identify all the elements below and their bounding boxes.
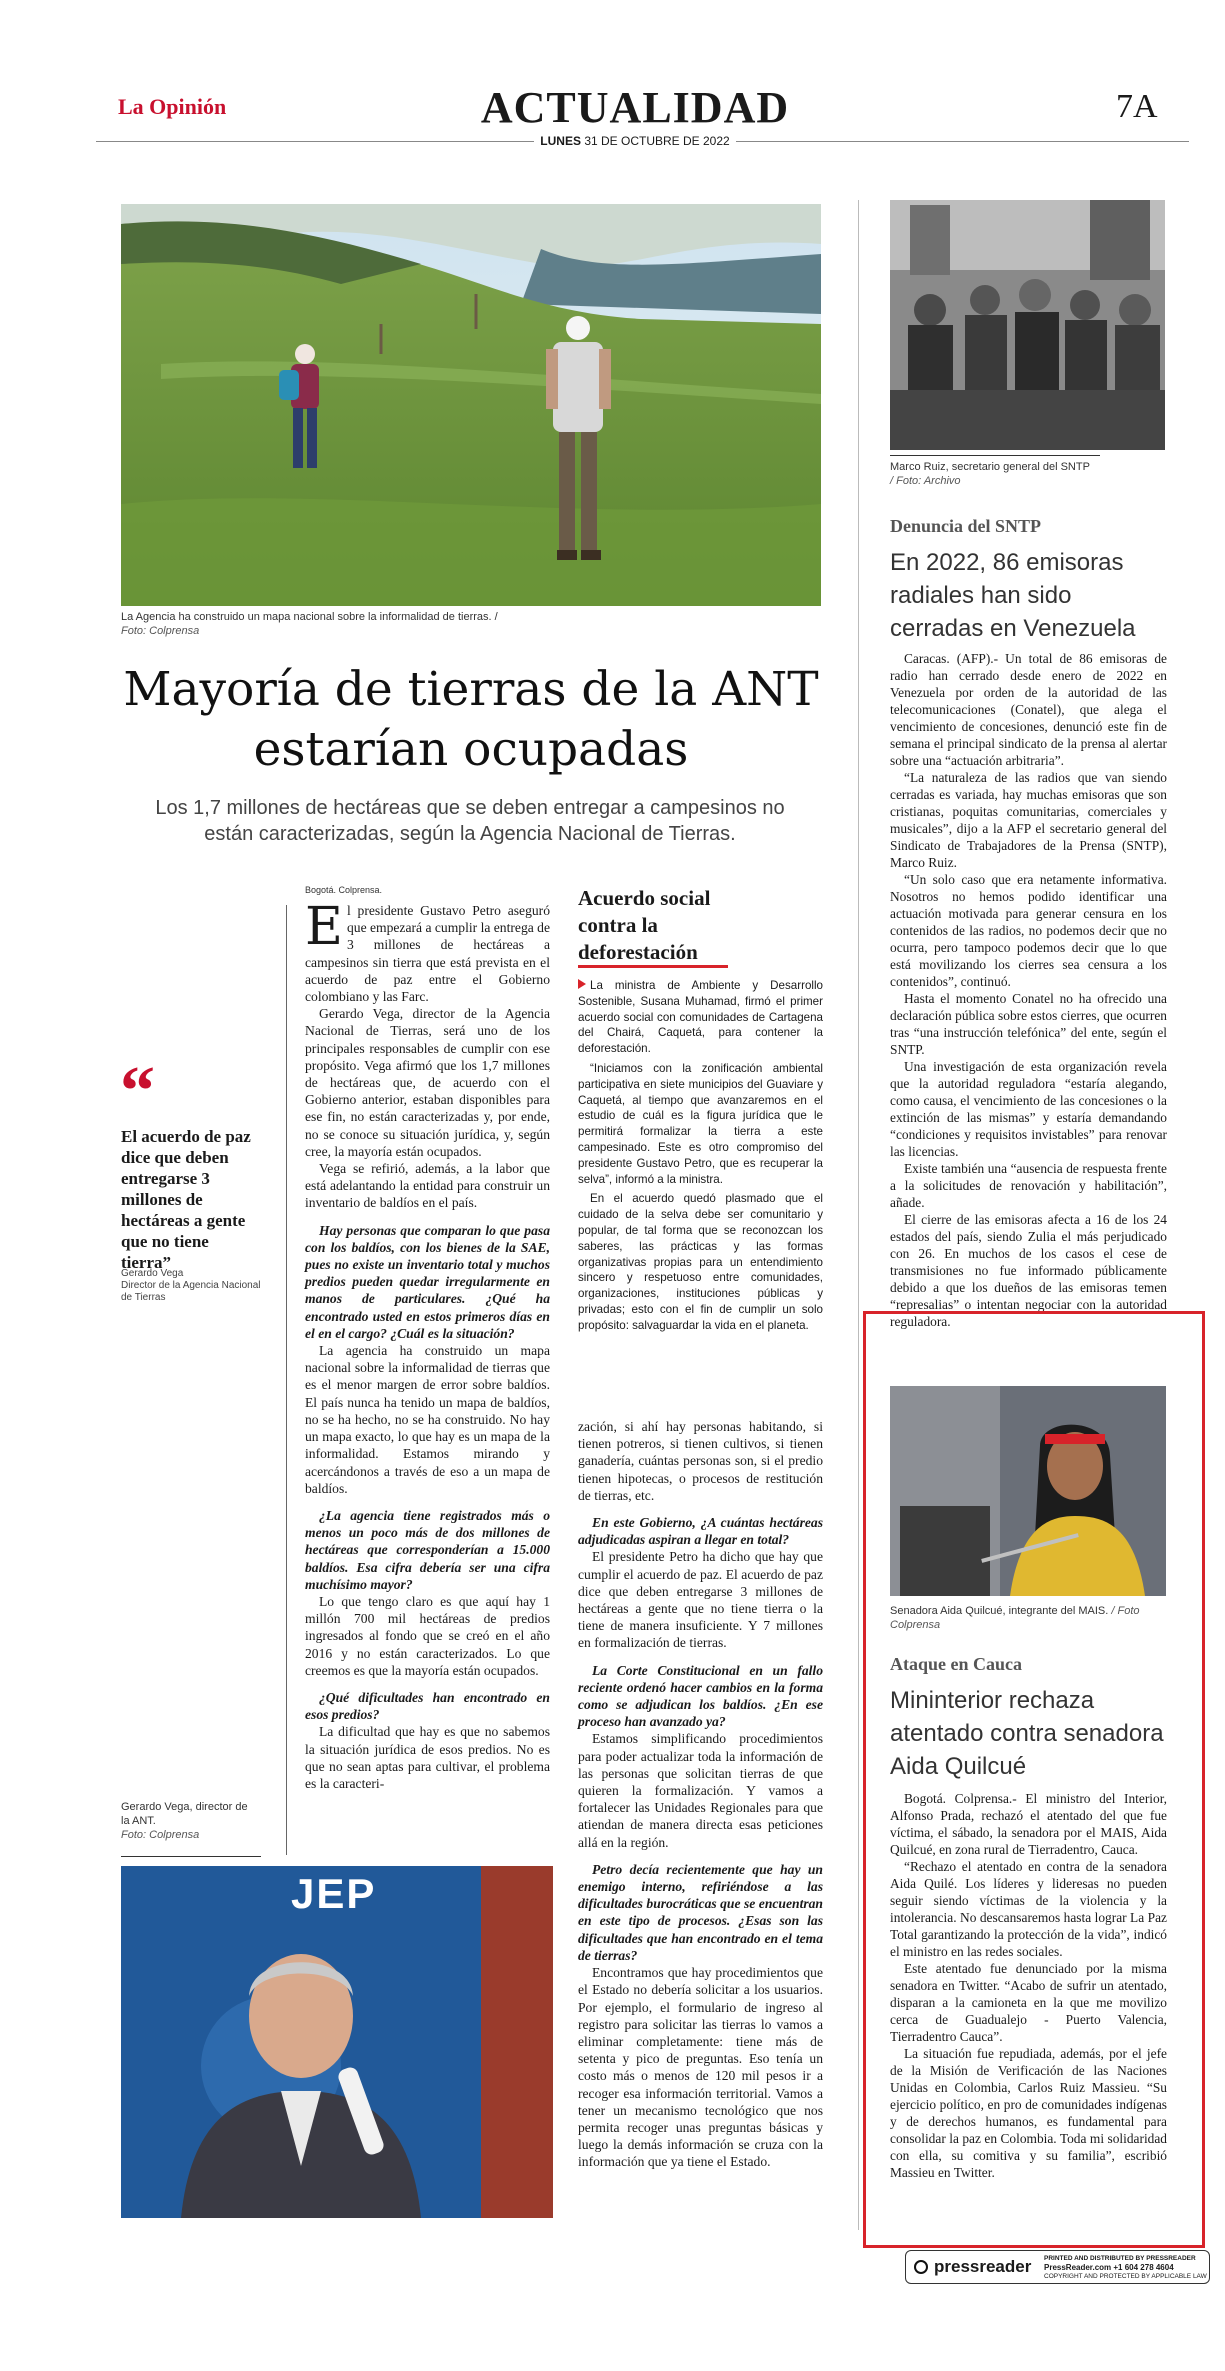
pullquote-role: Director de la Agencia Nacional de Tierras: [121, 1280, 261, 1303]
vega-photo-caption-text: Gerardo Vega, director de la ANT.: [121, 1801, 248, 1827]
sntp-photo: [890, 200, 1165, 450]
main-photo-caption: La Agencia ha construido un mapa nacional sobre la informalidad de tierras. / Foto: Colprensa: [121, 611, 498, 637]
main-paragraph-10: Encontramos que hay procedimientos que el Estado no debería solicitar a los usuarios. Por ejemplo, el formulario de ingreso al registro para solicitar las tierras lo vamos a eliminar completamente: tiene más de setenta y pico de preguntas. Eso tenía un costo más o menos de 120 mil pesos ir a recoger esa información territorial. Vamos a tener un mecanismo tecnológico que nos permita recoger unas preguntas básicas y luego la demás información se cruza con la información que ya tiene el Estado.: [578, 1965, 823, 2170]
main-paragraph-2: Gerardo Vega, director de la Agencia Nacional de Tierras, será uno de los principales responsables de cumplir con ese propósito. Vega afirmó que los 1,7 millones de hectáreas que, de acuerdo con el Gobierno anterior, estaban disponibles para ese fin, no están caracterizadas y, por ende, no se conoce su situación jurídica, y, según cree, la mayoría están ocupados.: [305, 1006, 550, 1159]
cauca-photo-caption: [890, 1604, 1160, 1632]
vega-photo: [121, 1866, 553, 2218]
jep-logo: JEP: [291, 1870, 377, 1917]
date-day: LUNES: [540, 134, 581, 148]
cauca-body: [890, 1790, 1167, 2181]
main-paragraph-3: Vega se refirió, además, a la labor que está adelantando la entidad para construir un inventario de baldíos en el país.: [305, 1161, 550, 1211]
section-title: ACTUALIDAD: [480, 83, 790, 132]
main-headline: Mayoría de tierras de la ANT estarían ocupadas: [123, 662, 819, 777]
sntp-caption-rule: [890, 455, 1100, 456]
question-2: ¿La agencia tiene registrados más o menos un poco más de dos millones de hectáreas que corresponderían a 15.000 baldíos. Esa cifra debería ser una cifra muchísimo mayor?: [305, 1507, 550, 1592]
page-number: 7A: [1116, 88, 1158, 125]
sidebar-title-underline: [578, 965, 728, 968]
main-paragraph-5: Lo que tengo claro es que aquí hay 1 millón 700 mil hectáreas de predios ingresados al fondo que se creó en el año 2016 y no están caracterizados. Lo que creemos es que la mayoría están ocupados.: [305, 1593, 550, 1678]
pressreader-line-3: COPYRIGHT AND PROTECTED BY APPLICABLE LAW: [1044, 2273, 1207, 2280]
cauca-photo: [890, 1386, 1166, 1596]
sntp-photo-caption-text: Marco Ruiz, secretario general del SNTP: [890, 461, 1090, 473]
vega-photo-caption: [121, 1800, 251, 1842]
date-rest: 31 DE OCTUBRE DE 2022: [584, 134, 730, 148]
sntp-paragraph-3: “Un solo caso que era netamente informativa. Nosotros no hemos podido identificar una actuación motivada para generar censura en los contenidos de las radios, no podemos decir que no ocurra, pero tampoco podemos decir que lo que está movilizando los cierres sea censura a los contenidos”, continuó.: [890, 872, 1167, 989]
sntp-paragraph-6: Existe también una “ausencia de respuesta frente a la solicitudes de renovación y habilitación”, añade.: [890, 1161, 1167, 1210]
vega-portrait-illustration: [121, 1866, 553, 2218]
main-paragraph-8: El presidente Petro ha dicho que hay que cumplir el acuerdo de paz. El acuerdo de paz dice que deben entregarse 3 millones de hectáreas a gente que no tiene tierra o la tiene de manera insuficiente. Y 7 millones en formalización de tierras.: [578, 1549, 823, 1651]
cauca-paragraph-4: La situación fue repudiada, además, por el jefe de la Misión de Verificación de las Naciones Unidas en Colombia, Carlos Ruiz Massieu. “Su ejercicio político, en pro de comunidades indígenas y de derechos humanos, es fundamental para consolidar la paz en Colombia. Toda mi solidaridad con ella, su comitiva y su familia”, escribió Massieu en Twitter.: [890, 2046, 1167, 2180]
pressreader-logo-icon: [914, 2260, 928, 2274]
main-paragraph-7: zación, si ahí hay personas habitando, si tienen potreros, si tienen cultivos, si tienen ganadería, cuántas personas son, si el predio tienen hipotecas, o procesos de restitución de tierras, etc.: [578, 1419, 823, 1503]
question-4: En este Gobierno, ¿A cuántas hectáreas adjudicadas aspiran a llegar en total?: [578, 1515, 823, 1548]
pullquote-mark: “: [120, 1053, 155, 1130]
main-photo-credit: Foto: Colprensa: [121, 625, 200, 637]
sntp-photo-caption: [890, 460, 1165, 488]
brand-logo: La Opinión: [118, 94, 227, 119]
sntp-paragraph-4: Hasta el momento Conatel no ha ofrecido una declaración pública sobre estos cierres, que ocurren tras “una instrucción telefónica” del ente, según el SNTP.: [890, 991, 1167, 1057]
main-deck: Los 1,7 millones de hectáreas que se deben entregar a campesinos no están caracterizadas, según la Agencia Nacional de Tierras.: [155, 797, 785, 845]
sntp-paragraph-1: Caracas. (AFP).- Un total de 86 emisoras de radio han cerrado desde enero de 2022 en Venezuela por orden de la autoridad de las telecomunicaciones (Conatel), que alega el vencimiento de concesiones, denunció este fin de semana el principal sindicato de la prensa al alertar sobre una “actuación arbitraria”.: [890, 651, 1167, 768]
main-body-column-1: [305, 897, 551, 1792]
cauca-photo-credit: / Foto Colprensa: [890, 1605, 1140, 1631]
dateline: Bogotá. Colprensa.: [305, 885, 383, 895]
cauca-paragraph-3: Este atentado fue denunciado por la misma senadora en Twitter. “Acabo de sufrir un atentado, disparan a la camioneta en la que me movilizo cerca de Guadualejo - Puerto Valencia, Tierradentro Cauca”.: [890, 1961, 1167, 2044]
pullquote-name: Gerardo Vega: [121, 1268, 184, 1279]
sidebar-title: [578, 885, 728, 966]
question-1: Hay personas que comparan lo que pasa con los baldíos, con los bienes de la SAE, pues no existe un inventario total y muchos predios pueden quedar irregularmente en manos de particulares. ¿Qué ha encontrado usted en estos primeros días en el en el cargo? ¿Cuál es la situación?: [305, 1222, 550, 1341]
sidebar-title-text: Acuerdo social contra la deforestación: [578, 886, 711, 964]
right-column-rule: [858, 200, 859, 2230]
cauca-paragraph-2: “Rechazo el atentado en contra de la senadora Aida Quilé. Los líderes y lideresas no pueden seguir siendo víctimas de la violencia y la intolerancia. No descansaremos hasta lograr La Paz Total garantizando la protección de la vida”, indicó el ministro en las redes sociales.: [890, 1859, 1167, 1959]
pressreader-line-2: PressReader.com +1 604 278 4604: [1044, 2263, 1174, 2272]
main-photo: [121, 204, 821, 606]
pullquote-attribution: [121, 1268, 261, 1304]
pressreader-info: [1044, 2254, 1208, 2281]
main-paragraph-4: La agencia ha construido un mapa nacional sobre la informalidad de tierras que es el menor margen de error sobre baldíos. El país nunca ha tenido un mapa de baldíos, no se ha hecho, no se ha construido. No hay un mapa exacto, lo que hay es un mapa de la informalidad. Estamos mirando y acercándonos a través de eso a un mapa de baldíos.: [305, 1343, 550, 1496]
question-3: ¿Qué dificultades han encontrado en esos predios?: [305, 1689, 550, 1723]
sntp-kicker: Denuncia del SNTP: [890, 516, 1042, 536]
main-paragraph-6: La dificultad que hay es que no sabemos la situación jurídica de esos predios. No es que no sean aptas para cultivar, el problema es la caracteri-: [305, 1724, 550, 1791]
pressreader-footer: [905, 2250, 1210, 2284]
main-paragraph-9: Estamos simplificando procedimientos para poder actualizar toda la información de las personas que solicitan tierras de que quieren la formalización. Y vamos a fortalecer las Unidades Regionales para que atiendan de manera directa esas peticiones allá en la región.: [578, 1731, 823, 1850]
main-photo-caption-text: La Agencia ha construido un mapa nacional sobre la informalidad de tierras.: [121, 611, 492, 623]
press-crowd-illustration: [890, 200, 1165, 450]
sntp-paragraph-5: Una investigación de esta organización revela que la autoridad reguladora “estaría alegando, como causa, el vencimiento de las concesiones o la extinción de las mismas” y estaría demandando “condiciones y requisitos invistables” para renovar las licencias.: [890, 1059, 1167, 1159]
sidebar-paragraph-2: “Iniciamos con la zonificación ambiental participativa en siete municipios del Guaviare y Caquetá, al tiempo que avanzaremos en el estudio de cuál es la figura jurídica que le permitirá formalizar la tierra a este campesinado. Este es otro compromiso del presidente Gustavo Petro, que es recuperar la selva”, informó a la ministra.: [578, 1061, 823, 1186]
question-6: Petro decía recientemente que hay un enemigo interno, refiriéndose a las dificultades burocráticas que se encuentran en este tipo de procesos. ¿Esas son las dificultades que han encontrado en el tema de tierras?: [578, 1861, 823, 1963]
senator-portrait-illustration: [890, 1386, 1166, 1596]
sidebar-paragraph-1: La ministra de Ambiente y Desarrollo Sostenible, Susana Muhamad, firmó el primer acuerdo social con comunidades de Cartagena del Chairá, Caquetá, para contener la deforestación.: [578, 979, 823, 1056]
sidebar-body: [578, 978, 823, 1334]
cauca-paragraph-1: Bogotá. Colprensa.- El ministro del Interior, Alfonso Prada, rechazó el atentado del que fue víctima, el sábado, la senadora por el MAIS, Aida Quilcué, en zona rural de Tierradentro, Cauca.: [890, 1791, 1167, 1857]
sidebar-bullet-icon: [578, 979, 586, 989]
sntp-paragraph-7: El cierre de las emisoras afecta a 16 de los 24 estados del país, siendo Zulia el más perjudicado con 26. En muchos de los casos el cese de transmisiones no fue informado públicamente debido a que los dueños de las emisoras temen “represalias” o intentan negociar con la autoridad reguladora.: [890, 1212, 1167, 1329]
cauca-photo-caption-text: Senadora Aida Quilcué, integrante del MAIS.: [890, 1605, 1109, 1617]
pressreader-line-1: PRINTED AND DISTRIBUTED BY PRESSREADER: [1044, 2255, 1196, 2262]
sntp-headline: En 2022, 86 emisoras radiales han sido cerradas en Venezuela: [890, 549, 1136, 642]
main-paragraph-1: l presidente Gustavo Petro aseguró que empezará a cumplir la entrega de 3 millones de hectáreas a campesinos sin tierra que está prevista en el acuerdo de paz entre el Gobierno colombiano y las Farc.: [305, 903, 551, 1005]
pullquote-text: El acuerdo de paz dice que deben entregarse 3 millones de hectáreas a gente que no tiene tierra”: [121, 1127, 251, 1272]
sidebar-paragraph-3: En el acuerdo quedó plasmado que el cuidado de la selva debe ser comunitario y popular, de tal forma que se reconozcan los saberes, las prácticas y las formas organizativas propias para un entendimiento sincero y respetuoso entre comunidades, organizaciones, instituciones públicas y privadas; esto con el fin de cumplir un solo propósito: salvaguardar la vida en el planeta.: [578, 1192, 823, 1332]
vega-caption-rule: [121, 1856, 261, 1857]
question-5: La Corte Constitucional en un fallo reciente ordenó hacer cambios en la forma como se adjudican los baldíos. ¿En ese proceso han avanzado ya?: [578, 1662, 823, 1730]
pressreader-brand: pressreader: [934, 2257, 1032, 2276]
sntp-paragraph-2: “La naturaleza de las radios que van siendo cerradas es variada, hay muchas emisoras que son cristianas, poquitas comunitarias, comerciales y musicales”, dijo a la AFP el secretario general del Sindicato de Trabajadores de la Prensa (SNTP), Marco Ruiz.: [890, 770, 1167, 870]
field-landscape-illustration: [121, 204, 821, 606]
cauca-kicker: Ataque en Cauca: [890, 1654, 1023, 1674]
vega-photo-credit: Foto: Colprensa: [121, 1829, 200, 1841]
dropcap: E: [305, 897, 343, 957]
main-body-column-2: [578, 1418, 823, 2171]
left-column-rule: [286, 905, 287, 1855]
sntp-photo-credit: / Foto: Archivo: [890, 475, 961, 487]
cauca-headline: Mininterior rechaza atentado contra senadora Aida Quilcué: [890, 1687, 1164, 1780]
issue-date: [440, 134, 830, 148]
sntp-body: [890, 650, 1167, 1330]
